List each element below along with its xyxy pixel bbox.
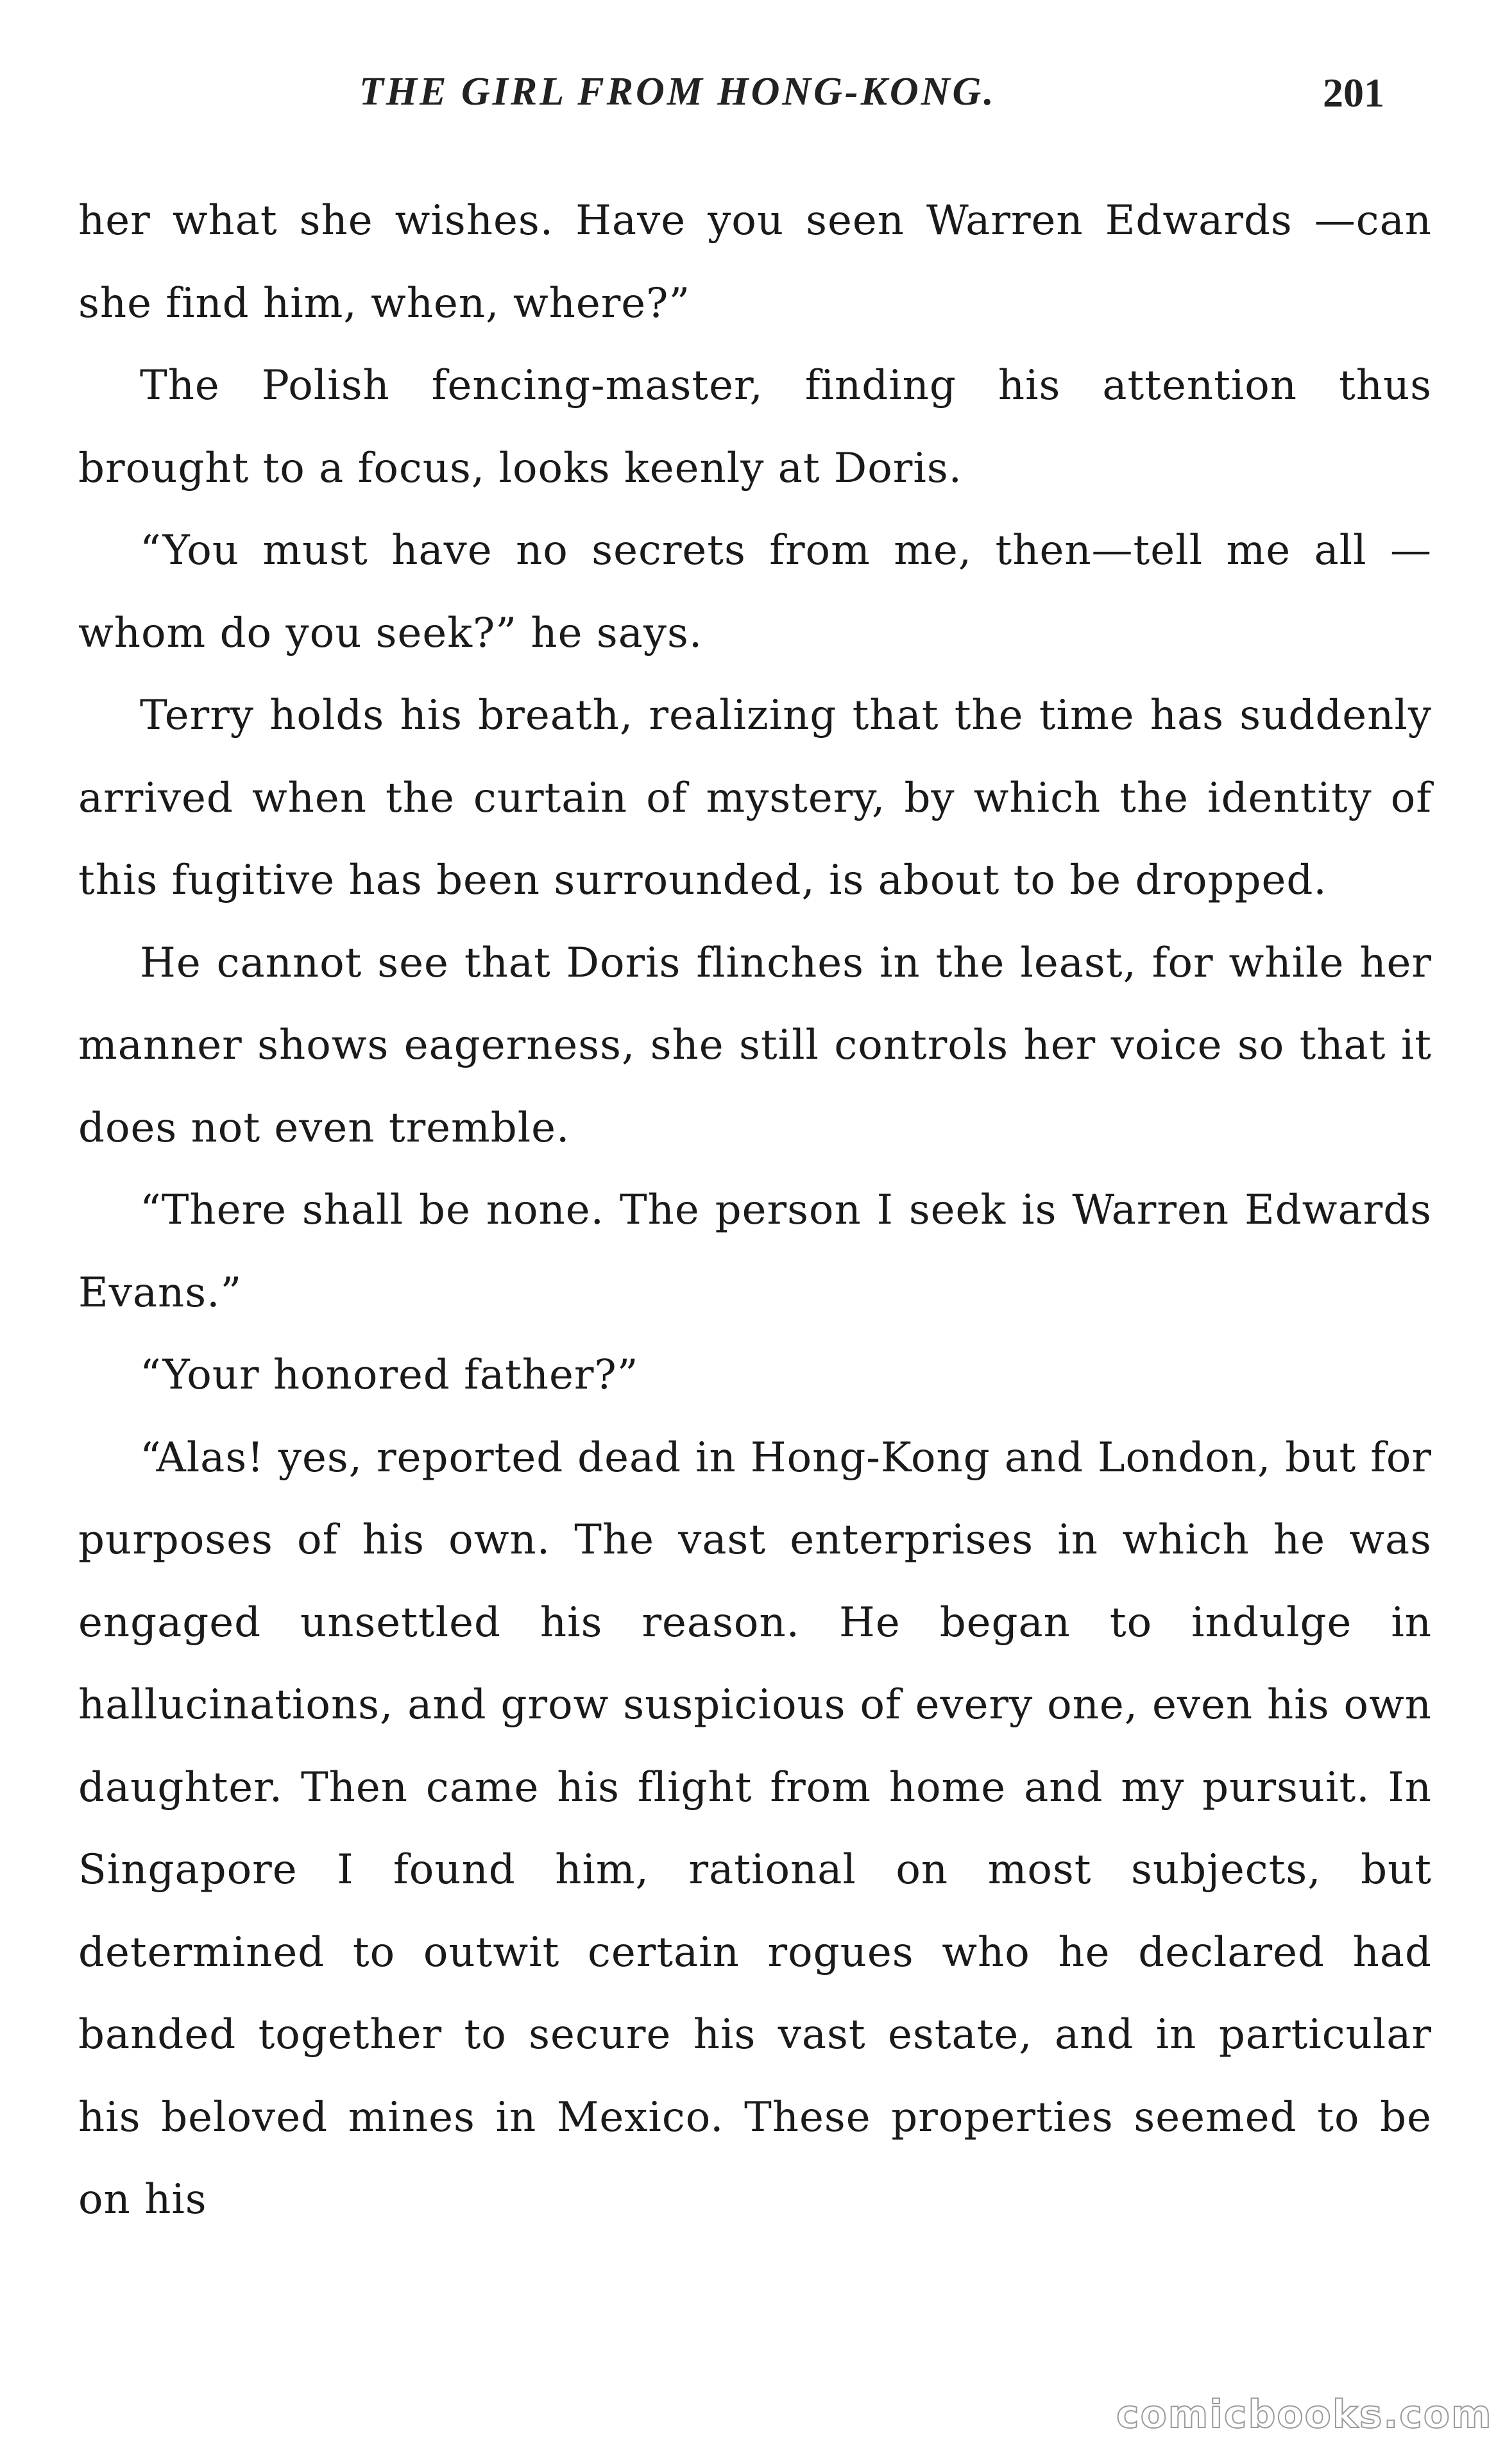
running-title: THE GIRL FROM HONG-KONG. <box>359 70 996 114</box>
body-text <box>78 180 1432 2241</box>
watermark: comicbooks.com <box>1116 2392 1493 2437</box>
paragraph: He cannot see that Doris flinches in the least, for while her manner shows eagerness, she still controls her voice so that it does not even tremble. <box>78 939 1432 1152</box>
page-number: 201 <box>1323 70 1384 116</box>
paragraph: “There shall be none. The person I seek is Warren Edwards Evans.” <box>78 1186 1432 1317</box>
paragraph: “You must have no secrets from me, then—tell me all —whom do you seek?” he says. <box>78 527 1432 657</box>
paragraph: “Alas! yes, reported dead in Hong-Kong and London, but for purposes of his own. The vast enterprises in which he was engaged unsettled his reason. He began to indulge in hallucinations, and grow suspicious of every one, even his own daughter. Then came his flight from home and my pursuit. In Singapore I found him, rational on most subjects, but determined to outwit certain rogues who he declared had banded together to secure his vast estate, and in particular his beloved mines in Mexico. These properties seemed to be on his <box>78 1433 1432 2223</box>
paragraph: Terry holds his breath, realizing that the time has suddenly arrived when the curtain of mystery, by which the identity of this fugitive has been surrounded, is about to be dropped. <box>78 692 1432 904</box>
paragraph: The Polish fencing-master, finding his attention thus brought to a focus, looks keenly at Doris. <box>78 362 1432 492</box>
paragraph: “Your honored father?” <box>140 1351 639 1399</box>
paragraph-continued: her what she wishes. Have you seen Warren Edwards —can she find him, when, where?” <box>78 197 1432 327</box>
